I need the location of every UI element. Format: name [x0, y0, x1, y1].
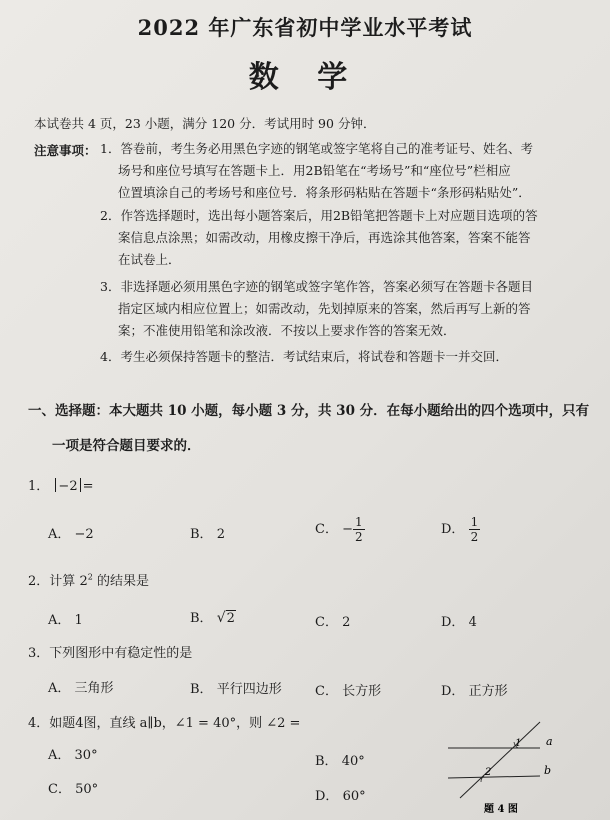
option-value: 正方形 [468, 684, 508, 699]
q2-option-c [315, 611, 350, 630]
q1-option-a [48, 523, 94, 542]
exam-title: 2022 年广东省初中学业水平考试 [137, 15, 473, 40]
option-value: 4 [468, 615, 477, 630]
option-label: C． [48, 782, 71, 797]
option-value: 40° [341, 754, 365, 769]
note-item-2 [100, 205, 538, 271]
q2-option-d [441, 611, 477, 630]
option-label: C． [315, 615, 338, 630]
q4-number: 4． [28, 716, 50, 731]
question-1 [28, 475, 94, 494]
q2-number: 2． [28, 574, 50, 589]
q1-option-d [441, 515, 480, 544]
q3-option-d [441, 680, 508, 699]
option-label: D． [441, 684, 465, 699]
angle-2-label: 2 [485, 767, 492, 778]
fraction [469, 515, 481, 544]
option-value: 三角形 [74, 681, 114, 696]
line-a-label: a [546, 735, 553, 748]
q3-option-c [315, 680, 381, 699]
note-1-line-1: 1．答卷前，考生务必用黑色字迹的钢笔或签字笔将自己的准考证号、姓名、考 [100, 141, 533, 156]
q2-text-pre: 计算 [49, 574, 76, 589]
option-value: −2 [74, 527, 94, 542]
option-label: B． [190, 527, 213, 542]
line-b [448, 776, 540, 778]
option-label: C． [315, 522, 338, 537]
note-1-line-3: 位置填涂自己的考场号和座位号．将条形码粘贴在答题卡“条形码粘贴处”． [118, 185, 531, 200]
option-label: B． [190, 682, 213, 697]
radicand: 2 [226, 611, 235, 626]
note-2-line-3: 在试卷上． [118, 252, 181, 267]
note-1-line-2: 场号和座位号填写在答题卡上．用2B铅笔在“考场号”和“座位号”栏相应 [118, 163, 511, 178]
q2-text-post: 的结果是 [96, 574, 149, 589]
note-2-line-1: 2．作答选择题时，选出每小题答案后，用2B铅笔把答题卡上对应题目选项的答 [100, 208, 538, 223]
question-2 [28, 570, 149, 589]
q3-option-a [48, 677, 114, 696]
note-3-line-2: 指定区域内相应位置上；如需改动，先划掉原来的答案，然后再写上新的答 [118, 301, 531, 316]
option-label: D． [441, 615, 465, 630]
option-value: 长方形 [342, 684, 382, 699]
option-label: B． [315, 754, 338, 769]
q1-option-b [190, 523, 225, 542]
note-item-3 [100, 276, 533, 342]
option-label: C． [315, 684, 338, 699]
q4-option-c [48, 778, 98, 797]
fraction-denominator: 2 [470, 530, 479, 544]
q4-option-a [48, 744, 98, 763]
q1-number: 1． [28, 479, 50, 494]
fraction [353, 515, 365, 544]
section1-heading: 一、选择题：本大题共 10 小题，每小题 3 分，共 30 分．在每小题给出的四个选项中，只有 [28, 403, 590, 419]
figure-4 [440, 718, 565, 818]
option-value: 60° [342, 789, 366, 804]
q2-option-b [190, 607, 236, 626]
question-3 [28, 642, 192, 661]
abs-bar-left [55, 478, 56, 492]
angle-1-label: 1 [515, 738, 522, 749]
q1-equals: = [82, 479, 94, 494]
option-label: D． [441, 522, 465, 537]
question-4 [28, 712, 300, 731]
option-value: 30° [74, 748, 98, 763]
q4-option-d [315, 785, 366, 804]
option-value: 50° [75, 782, 99, 797]
q2-exponent: 2 [87, 572, 93, 582]
q2-option-a [48, 609, 83, 628]
fraction-denominator: 2 [355, 530, 363, 544]
q3-text: 下列图形中有稳定性的是 [49, 646, 193, 661]
option-sign: − [342, 522, 353, 537]
q3-option-b [190, 678, 282, 697]
option-label: A． [48, 527, 71, 542]
section1-heading-line2: 一项是符合题目要求的． [52, 438, 201, 454]
option-label: D． [315, 789, 339, 804]
q2-base: 2 [79, 574, 88, 589]
option-label: A． [48, 613, 71, 628]
note-item-1 [100, 138, 533, 204]
note-3-line-1: 3．非选择题必须用黑色字迹的钢笔或签字笔作答，答案必须写在答题卡各题目 [100, 279, 533, 294]
note-3-line-3: 案；不准使用铅笔和涂改液．不按以上要求作答的答案无效． [118, 323, 456, 338]
fraction-numerator: 1 [355, 515, 363, 529]
figure-caption: 题 4 图 [484, 804, 518, 815]
abs-bar-right [80, 478, 81, 492]
q1-option-c [315, 515, 365, 544]
line-b-label: b [544, 764, 552, 777]
q4-option-b [315, 750, 365, 769]
transversal-line [460, 722, 540, 798]
exam-intro: 本试卷共 4 页，23 小题，满分 120 分．考试用时 90 分钟． [34, 116, 376, 131]
subject-title: 数 学 [248, 60, 362, 95]
note-item-4 [100, 346, 508, 368]
note-4-line-1: 4．考生必须保持答题卡的整洁．考试结束后，将试卷和答题卡一并交回． [100, 349, 508, 364]
option-label: B． [190, 611, 213, 626]
q1-abs-value: −2 [58, 479, 78, 494]
option-label: A． [48, 748, 71, 763]
note-2-line-2: 案信息点涂黑；如需改动，用橡皮擦干净后，再选涂其他答案，答案不能答 [118, 230, 531, 245]
option-value: 平行四边形 [216, 682, 282, 697]
option-value: 1 [74, 613, 83, 628]
option-value: 2 [216, 527, 225, 542]
fraction-numerator: 1 [470, 515, 479, 529]
sqrt-expression [217, 610, 236, 626]
q3-number: 3． [28, 646, 50, 661]
q4-text: 如题4图，直线 a∥b，∠1 = 40°，则 ∠2 = [49, 716, 301, 731]
option-label: A． [48, 681, 71, 696]
radical-sign: √ [216, 610, 226, 626]
option-value: 2 [342, 615, 351, 630]
notes-label: 注意事项： [34, 143, 97, 158]
